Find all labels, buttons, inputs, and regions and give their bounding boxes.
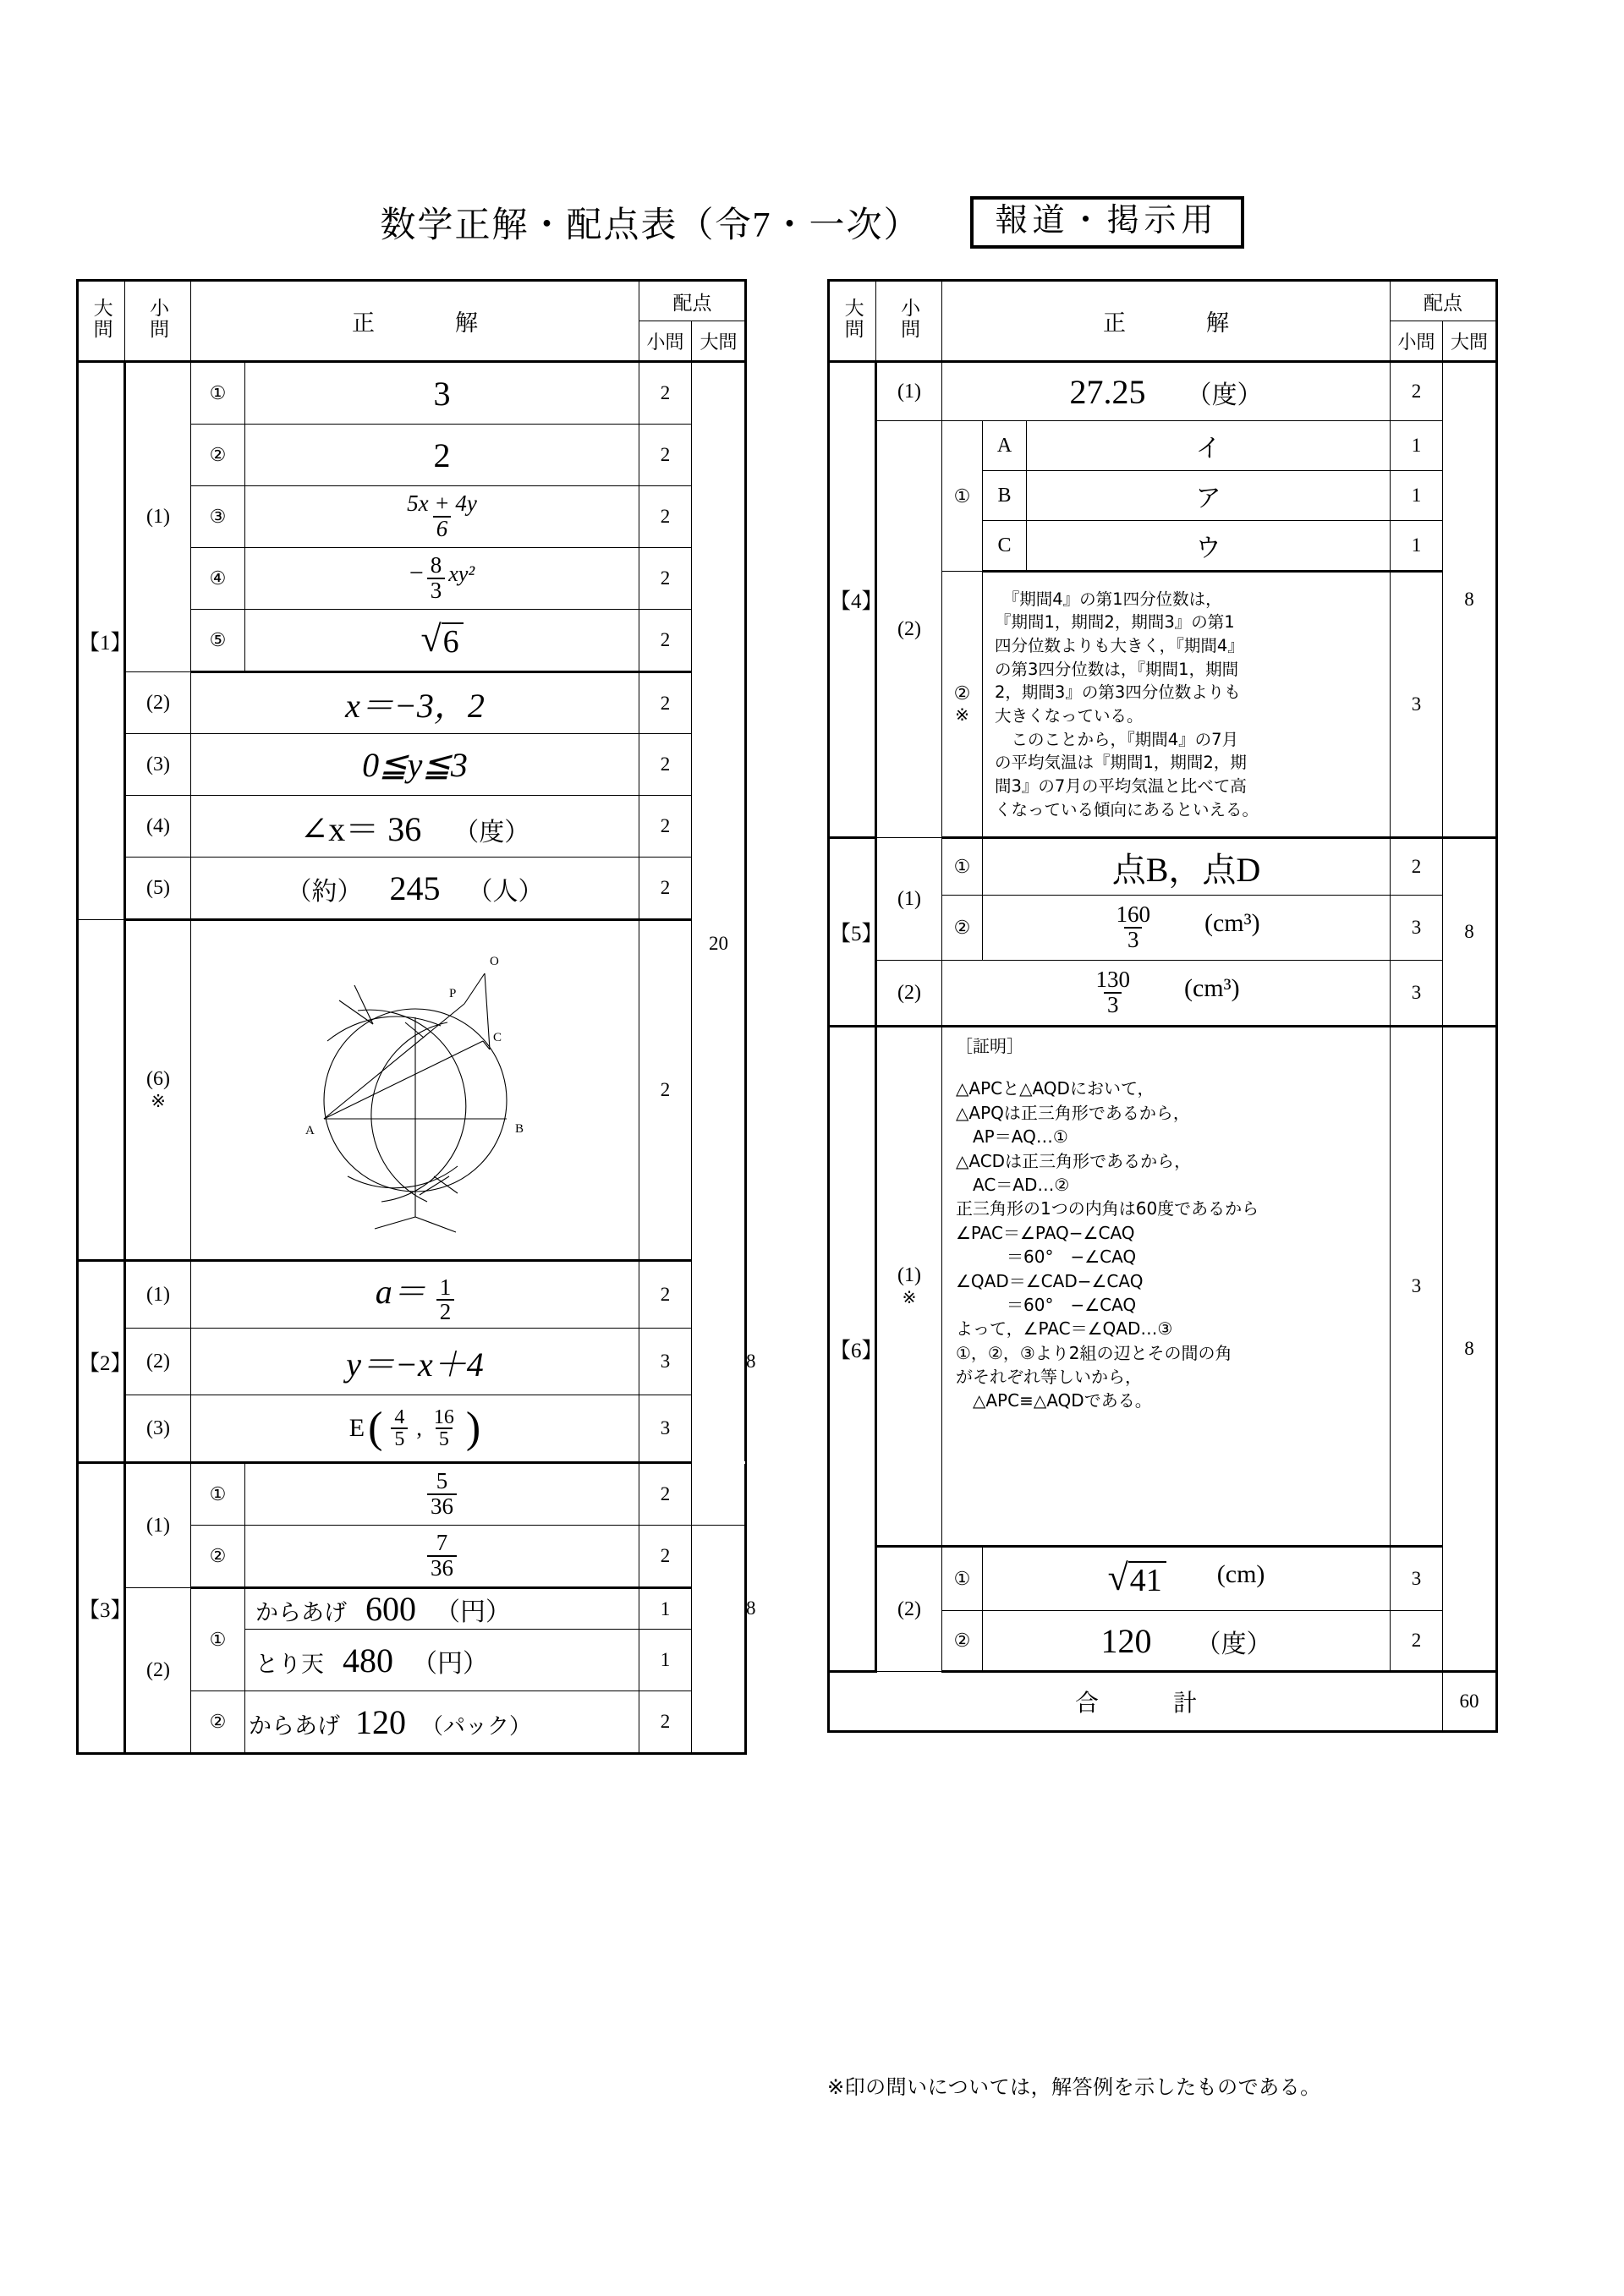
note-mark: ※ [902,1289,917,1307]
cell-answer [245,1630,639,1691]
answer-table-left [76,279,756,1755]
cell-answer [983,1547,1391,1611]
answer-unit: （パック） [421,1713,532,1739]
cell-key: B [983,471,1027,521]
cell-mark: ② [191,425,245,486]
table-row [78,362,746,425]
cell-sho: (1) [125,1261,191,1329]
table-row [78,734,746,796]
variable-tail: xy² [448,562,475,587]
cell-sho-q3-2: (2) [125,1588,191,1754]
proof-heading: ［証明］ [956,1036,1023,1056]
cell-point-dai-q1: 20 [692,362,746,1526]
proof-text [942,1027,1390,1420]
cell-answer [191,796,639,858]
cell-point-sho: 1 [639,1588,692,1630]
cell-answer [942,961,1391,1027]
cell-point-sho: 3 [639,1395,692,1463]
cell-sho: (2) [876,961,942,1027]
cell-point-sho: 2 [639,362,692,425]
fraction: $\frac{130}{3}$ [1095,967,1130,1017]
table-row [829,362,1497,421]
cell-sho: (2) [125,1329,191,1395]
fraction: $\frac{8}{3}$ [427,554,446,602]
cell-dai-q1: 【1】 [78,362,125,920]
table-row [829,421,1497,471]
cell-sho-q4-2: (2) [876,421,942,838]
cell-point-sho: 2 [639,1526,692,1588]
table-row: 【2】 (1) a＝ $\frac{1}{2}$ 2 8 [78,1261,746,1329]
col-header-dai: 大問 [78,281,125,362]
cell-answer [245,1463,639,1526]
answer-unit: (cm) [1216,1560,1265,1589]
answer-value: 27.25 [1069,372,1146,411]
col-header-seikai: 正 解 [942,281,1391,362]
cell-point-dai-q5: 8 [1443,838,1497,1027]
answer-unit: （度） [453,818,530,847]
cell-answer [983,896,1391,961]
cell-point-dai-q4: 8 [1443,362,1497,838]
cell-point-sho: 1 [639,1630,692,1691]
table-row [78,1395,746,1463]
cell-point-sho: 2 [639,1463,692,1526]
cell-sho: (6) ※ [125,920,191,1261]
col-header-haiten-sho: 小問 [639,321,692,362]
compass-construction-svg [246,923,584,1254]
cell-key: C [983,521,1027,572]
cell-point-sho: 2 [639,796,692,858]
cell-answer: 点B，点D [983,838,1391,896]
table-header-row [78,281,746,321]
cell-dai-q3: 【3】 [78,1463,125,1754]
cell-sho-q6-2: (2) [876,1547,942,1672]
cell-mark: ③ [191,486,245,548]
cell-mark: ② [942,1611,983,1672]
cell-answer [245,1588,639,1630]
minus-sign: − [409,559,424,588]
answer-value: 245 [389,869,441,907]
answer-unit: (cm³) [1183,973,1240,1002]
cell-answer: 3 [245,362,639,425]
fraction-y: $\frac{16}{5}$ [433,1406,454,1450]
cell-proof [942,1027,1391,1547]
cell-point-sho: 2 [639,425,692,486]
fraction: $\frac{5}{36}$ [427,1470,457,1518]
answer-unit: （円） [435,1598,511,1626]
cell-answer [191,1261,639,1329]
cell-point-sho: 2 [1391,838,1443,896]
cell-point-sho: 2 [639,610,692,672]
cell-sho: (1) ※ [876,1027,942,1547]
cell-answer: ウ [1027,521,1391,572]
table-row [78,1588,746,1630]
cell-point-sho: 3 [1391,896,1443,961]
cell-sho-q5-1: (1) [876,838,942,961]
item-name: とり天 [255,1651,324,1678]
table-row [78,920,746,1261]
cell-answer [191,1395,639,1463]
status-badge: 報道・掲示用 [970,196,1244,249]
cell-mark: ① [191,1588,245,1691]
fraction: $\frac{160}{3}$ [1116,901,1150,952]
cell-sho: (1) [876,362,942,421]
answer-unit: （度） [1186,381,1263,409]
cell-answer: 2 [245,425,639,486]
cell-dai-q1-cont [78,920,125,1261]
cell-sho: (3) [125,1395,191,1463]
col-header-haiten-dai: 大問 [692,321,746,362]
note-mark: ※ [955,706,969,725]
cell-mark: ② [942,896,983,961]
cell-point-sho: 2 [1391,1611,1443,1672]
cell-point-sho: 3 [1391,572,1443,838]
figure-label-O: O [489,954,499,968]
cell-dai-q4: 【4】 [829,362,876,838]
footnote: ※印の問いについては，解答例を示したものである。 [827,2075,1321,2099]
cell-point-sho: 3 [639,1329,692,1395]
cell-mark: ① [191,1463,245,1526]
cell-answer: ア [1027,471,1391,521]
cell-sho-q3-1: (1) [125,1463,191,1588]
cell-mark: ① [942,421,983,572]
figure-label-P: P [448,986,456,1000]
cell-dai-q5: 【5】 [829,838,876,1027]
cell-sho-q1-1: (1) [125,362,191,672]
figure-label-A: A [304,1123,315,1137]
table-row [829,838,1497,896]
cell-sho: (3) [125,734,191,796]
answer-unit: (cm³) [1204,908,1260,937]
col-header-seikai: 正 解 [191,281,639,362]
cell-answer [942,362,1391,421]
cell-point-sho: 1 [1391,521,1443,572]
cell-point-sho: 2 [1391,362,1443,421]
page-header [0,196,1624,249]
cell-mark: ② [191,1526,245,1588]
answer-value: 120 [355,1702,406,1741]
cell-mark: ② [191,1691,245,1754]
cell-mark: ① [191,362,245,425]
item-name: からあげ [255,1600,347,1626]
answer-lead: a＝ [375,1273,426,1312]
col-header-sho: 小問 [876,281,942,362]
col-header-haiten-sho: 小問 [1391,321,1443,362]
cell-mark: ⑤ [191,610,245,672]
cell-sho: (5) [125,858,191,920]
cell-point-sho: 2 [639,858,692,920]
note-mark: ※ [151,1091,166,1111]
explanation-text: 『期間4』の第1四分位数は， 『期間1，期間2，期間3』の第1 四分位数よりも大きく，『期間4』 の第3四分位数は，『期間1，期間 2，期間3』の第3四分位数よりも 大きくなっている。 このことから，『期間4』の7月 の平均気温は『期間1，期間2，期 間3』の7月の平均気温と比べて高 くなっている傾向にあるといえる。 [995,589,1259,819]
cell-point-sho: 2 [639,672,692,734]
cell-dai-q2: 【2】 [78,1261,125,1463]
col-header-sho: 小問 [125,281,191,362]
figure-label-C: C [492,1030,502,1044]
cell-answer [983,1611,1391,1672]
coordinate-pair: E ( $\frac{4}{5}$ , $\frac{16}{5}$ ) [348,1404,481,1453]
answer-unit: （円） [412,1649,488,1678]
answer-unit: （度） [1195,1630,1272,1658]
answer-unit: （人） [467,877,544,906]
cell-point-dai-q6: 8 [1443,1027,1497,1672]
cell-point-sho: 3 [1391,1027,1443,1547]
total-value: 60 [1443,1672,1497,1732]
table-row [78,796,746,858]
answer-value: 600 [365,1590,416,1628]
cell-point-sho: 2 [639,1691,692,1754]
col-header-dai: 大問 [829,281,876,362]
page-title: 数学正解・配点表（令7・一次） [380,206,921,245]
total-label: 合 計 [829,1672,1443,1732]
cell-key: A [983,421,1027,471]
cell-answer: 0≦y≦3 [191,734,639,796]
proof-lines: △APCと△AQDにおいて， △APQは正三角形であるから， AP＝AQ…① △ACDは正三角形であるから， AC＝AD…② 正三角形の1つの内角は60度であるから ∠PAC＝∠PAQ−∠CAQ ＝60° −∠CAQ ∠QAD＝∠CAD−∠CAQ ＝60° −∠CAQ よって，∠PAC＝∠QAD…③ ①，②，③より2組の辺とその間の角 がそれぞれ等しいから， △APC≡△AQDである。 [956,1078,1259,1411]
cell-point-sho: 3 [1391,1547,1443,1611]
cell-answer [245,486,639,548]
cell-dai-q6: 【6】 [829,1027,876,1672]
fraction: $\frac{7}{36}$ [427,1532,457,1580]
cell-point-sho: 1 [1391,471,1443,521]
figure-label-B: B [514,1121,524,1136]
cell-mark: ④ [191,548,245,610]
cell-sho: (2) [125,672,191,734]
col-header-haiten: 配点 [639,281,746,321]
point-name: E [348,1414,365,1442]
fraction: $\frac{1}{2}$ [436,1276,455,1324]
fraction: $\frac{5x + 4y}{6}$ [407,490,477,541]
answer-value: 120 [1100,1621,1152,1660]
sqrt-icon: √ 6 [420,622,463,659]
cell-point-sho: 2 [639,734,692,796]
table-row: 【3】 (1) ① $\frac{5}{36}$ 2 8 [78,1463,746,1526]
cell-answer [245,1526,639,1588]
table-row [78,672,746,734]
cell-point-sho: 3 [1391,961,1443,1027]
cell-answer [245,610,639,672]
cell-answer: y＝−x＋4 [191,1329,639,1395]
cell-answer: x＝−3，2 [191,672,639,734]
cell-point-sho: 2 [639,1261,692,1329]
cell-answer: イ [1027,421,1391,471]
col-header-haiten: 配点 [1391,281,1497,321]
col-header-haiten-dai: 大問 [1443,321,1497,362]
answer-prefix: （約） [286,877,363,906]
cell-point-sho: 2 [639,548,692,610]
cell-explanation [983,572,1391,838]
fraction-x: $\frac{4}{5}$ [391,1407,408,1450]
table-row [78,858,746,920]
cell-answer [245,548,639,610]
cell-sho: (4) [125,796,191,858]
cell-answer [245,1691,639,1754]
cell-point-sho: 1 [1391,421,1443,471]
answer-table-right [827,279,1498,1733]
answer-value: ∠x＝ 36 [299,809,422,848]
cell-point-sho: 2 [639,920,692,1261]
table-row [829,1027,1497,1547]
answer-value: 480 [343,1641,393,1680]
construction-figure [191,920,639,1261]
cell-answer [191,858,639,920]
cell-mark: ① [942,1547,983,1611]
table-row [829,1547,1497,1611]
total-row [829,1672,1497,1732]
table-row [78,1329,746,1395]
cell-mark: ② ※ [942,572,983,838]
sqrt-icon: √ 41 [1108,1561,1166,1597]
cell-mark: ① [942,838,983,896]
table-header-row [829,281,1497,321]
cell-point-sho: 2 [639,486,692,548]
item-name: からあげ [249,1712,340,1740]
table-row [829,961,1497,1027]
